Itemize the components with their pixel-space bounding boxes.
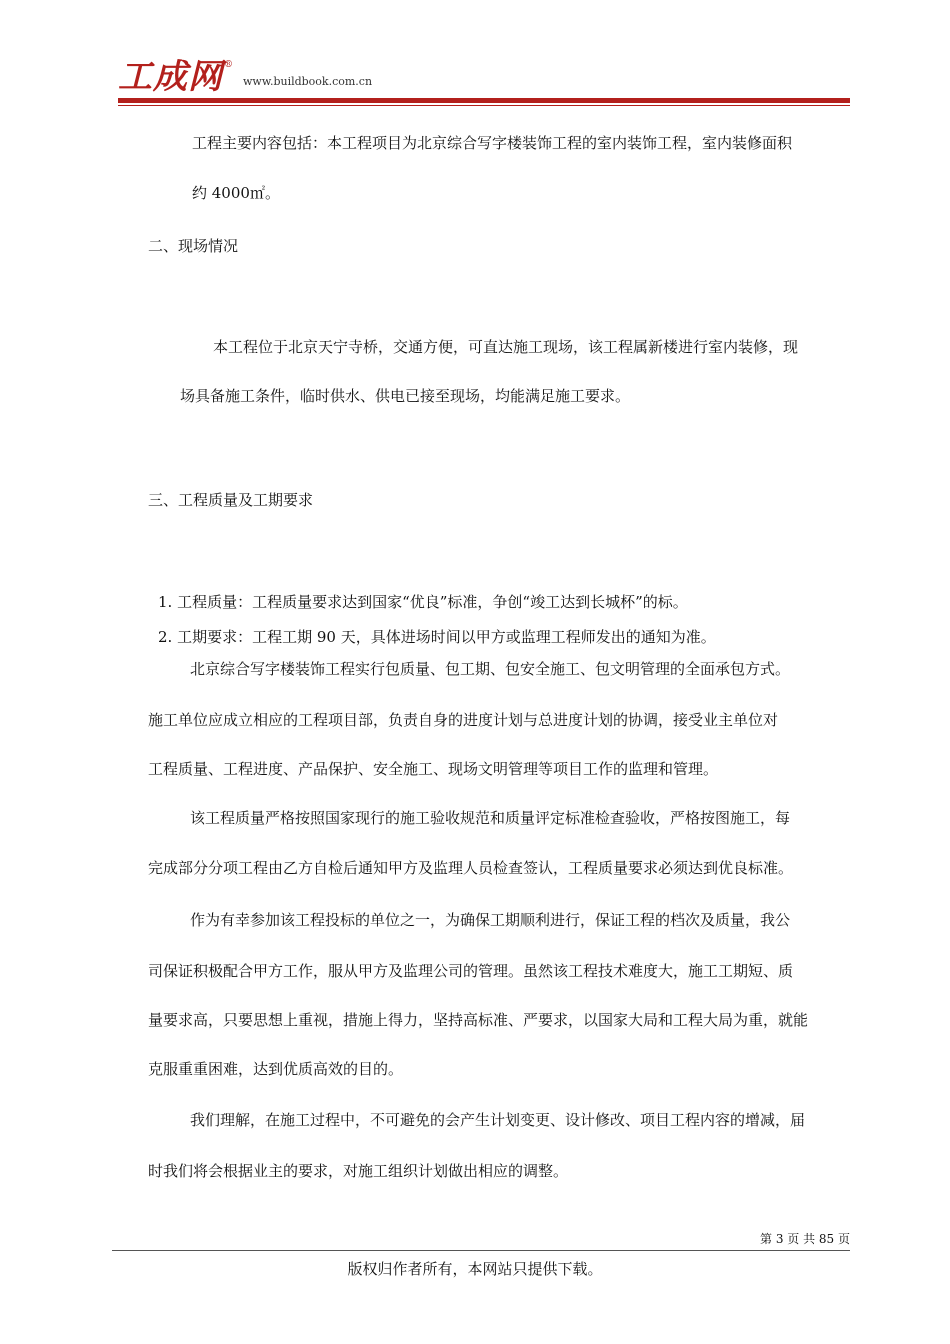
header-rule-thick [118, 98, 850, 103]
footer-copyright: 版权归作者所有，本网站只提供下载。 [347, 1260, 603, 1278]
paragraph-line: 施工单位应成立相应的工程项目部，负责自身的进度计划与总进度计划的协调，接受业主单位对 [148, 711, 779, 729]
paragraph-line: 约 4000㎡。 [192, 184, 280, 202]
paragraph-line: 场具备施工条件，临时供水、供电已接至现场，均能满足施工要求。 [180, 387, 631, 405]
site-url: www.buildbook.com.cn [243, 75, 373, 88]
registered-mark: ® [224, 60, 233, 70]
paragraph-line: 北京综合写字楼装饰工程实行包质量、包工期、包安全施工、包文明管理的全面承包方式。 [190, 660, 791, 678]
paragraph-line: 作为有幸参加该工程投标的单位之一，为确保工期顺利进行，保证工程的档次及质量，我公 [190, 911, 791, 929]
list-item: 1. 工程质量：工程质量要求达到国家“优良”标准，争创“竣工达到长城杯”的标。 [158, 593, 688, 611]
paragraph-line: 本工程位于北京天宁寺桥，交通方便，可直达施工现场，该工程属新楼进行室内装修，现 [213, 338, 799, 356]
paragraph-line: 时我们将会根据业主的要求，对施工组织计划做出相应的调整。 [148, 1162, 569, 1180]
section-heading: 三、工程质量及工期要求 [148, 491, 314, 509]
list-item: 2. 工期要求：工程工期 90 天，具体进场时间以甲方或监理工程师发出的通知为准。 [158, 628, 716, 646]
header-rule-thin [118, 105, 850, 106]
paragraph-line: 工程主要内容包括：本工程项目为北京综合写字楼装饰工程的室内装饰工程，室内装修面积 [192, 134, 793, 152]
footer-rule [112, 1250, 850, 1251]
paragraph-line: 完成部分分项工程由乙方自检后通知甲方及监理人员检查签认，工程质量要求必须达到优良标准。 [148, 859, 794, 877]
paragraph-line: 该工程质量严格按照国家现行的施工验收规范和质量评定标准检查验收，严格按图施工，每 [190, 809, 791, 827]
paragraph-line: 司保证积极配合甲方工作，服从甲方及监理公司的管理。虽然该工程技术难度大，施工工期短、质 [148, 962, 794, 980]
paragraph-line: 量要求高，只要思想上重视，措施上得力，坚持高标准、严要求，以国家大局和工程大局为重，就能 [148, 1011, 809, 1029]
paragraph-line: 克服重重困难，达到优质高效的目的。 [148, 1060, 404, 1078]
section-heading: 二、现场情况 [148, 237, 239, 255]
paragraph-line: 我们理解，在施工过程中，不可避免的会产生计划变更、设计修改、项目工程内容的增减，届 [190, 1111, 806, 1129]
site-logo [118, 57, 373, 97]
logo-text: 工成网 [118, 57, 223, 97]
page-number: 第 3 页 共 85 页 [760, 1232, 850, 1246]
paragraph-line: 工程质量、工程进度、产品保护、安全施工、现场文明管理等项目工作的监理和管理。 [148, 760, 719, 778]
